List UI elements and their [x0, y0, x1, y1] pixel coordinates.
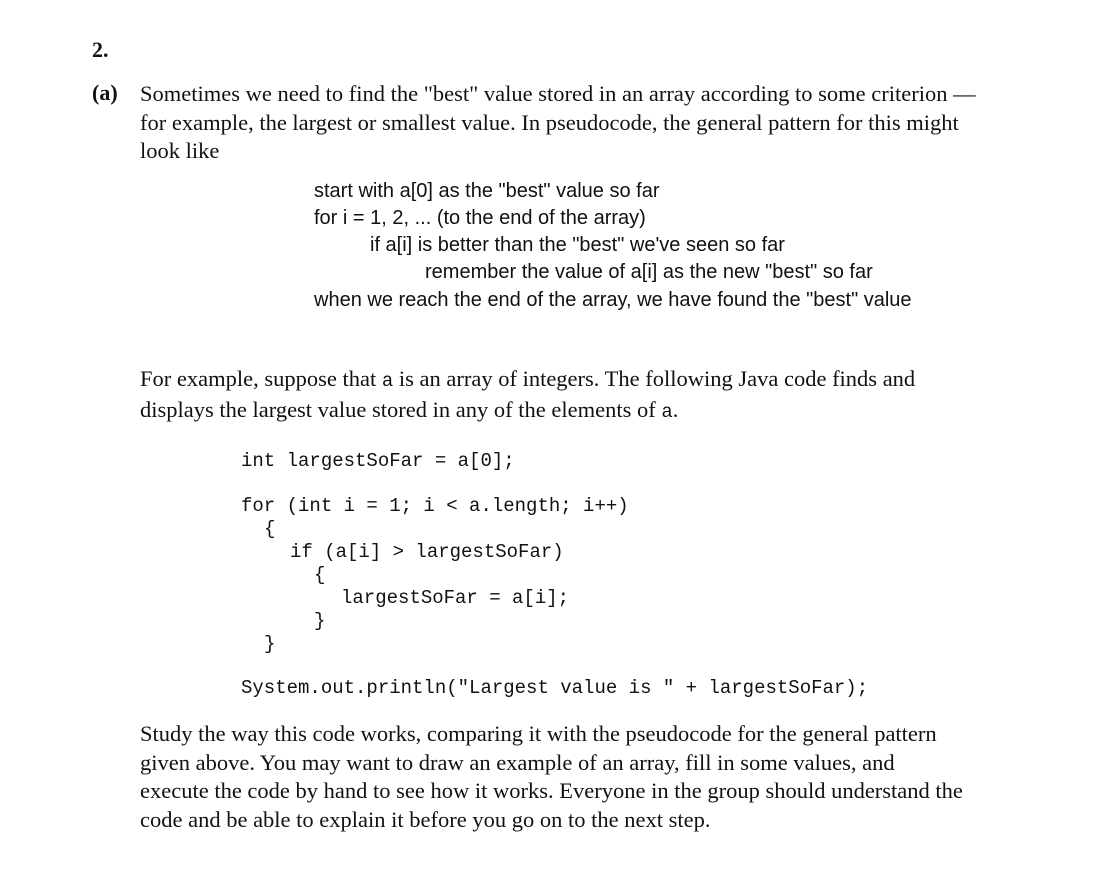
- study-line: code and be able to explain it before you go on to the next step.: [140, 806, 711, 832]
- code-line-decl: int largestSoFar = a[0];: [241, 450, 515, 472]
- pseudocode-line: for i = 1, 2, ... (to the end of the array): [314, 207, 646, 229]
- study-line: given above. You may want to draw an example of an array, fill in some values, and: [140, 749, 895, 775]
- pseudocode-line: if a[i] is better than the "best" we've seen so far: [370, 234, 785, 256]
- study-line: Study the way this code works, comparing it with the pseudocode for the general pattern: [140, 721, 937, 746]
- example-text: is an array of integers. The following Java code finds and: [393, 366, 916, 391]
- code-open-brace: {: [264, 518, 276, 540]
- example-text: displays the largest value stored in any of the elements of: [140, 396, 662, 422]
- pseudocode-line: when we reach the end of the array, we have found the "best" value: [314, 289, 912, 311]
- pseudocode-line: start with a[0] as the "best" value so far: [314, 180, 660, 202]
- pseudocode-line: remember the value of a[i] as the new "best" so far: [425, 261, 873, 283]
- example-line: [140, 396, 1080, 427]
- inline-code: a: [661, 400, 673, 423]
- code-line-assign: largestSoFar = a[i];: [341, 587, 570, 609]
- example-line: [140, 365, 1080, 396]
- inline-code: a: [381, 370, 394, 392]
- code-line-print: System.out.println("Largest value is " + largestSoFar);: [241, 677, 869, 699]
- study-paragraph: [140, 720, 1080, 834]
- example-text: .: [672, 396, 679, 422]
- code-line-for: for (int i = 1; i < a.length; i++): [241, 495, 629, 517]
- example-text: For example, suppose that: [140, 366, 382, 391]
- code-inner-open-brace: {: [314, 564, 326, 586]
- intro-paragraph: [140, 80, 1080, 166]
- study-line: execute the code by hand to see how it works. Everyone in the group should understand the: [140, 778, 963, 803]
- example-paragraph: [140, 365, 1080, 426]
- intro-line: for example, the largest or smallest value. In pseudocode, the general pattern for this might: [140, 109, 959, 135]
- intro-line: Sometimes we need to find the "best" value stored in an array according to some criterion —: [140, 81, 976, 106]
- code-close-brace: }: [264, 633, 276, 655]
- part-label: (a): [92, 80, 118, 105]
- code-line-if: if (a[i] > largestSoFar): [290, 541, 564, 563]
- question-number: 2.: [92, 37, 109, 62]
- intro-line: look like: [140, 138, 220, 163]
- code-inner-close-brace: }: [314, 610, 326, 632]
